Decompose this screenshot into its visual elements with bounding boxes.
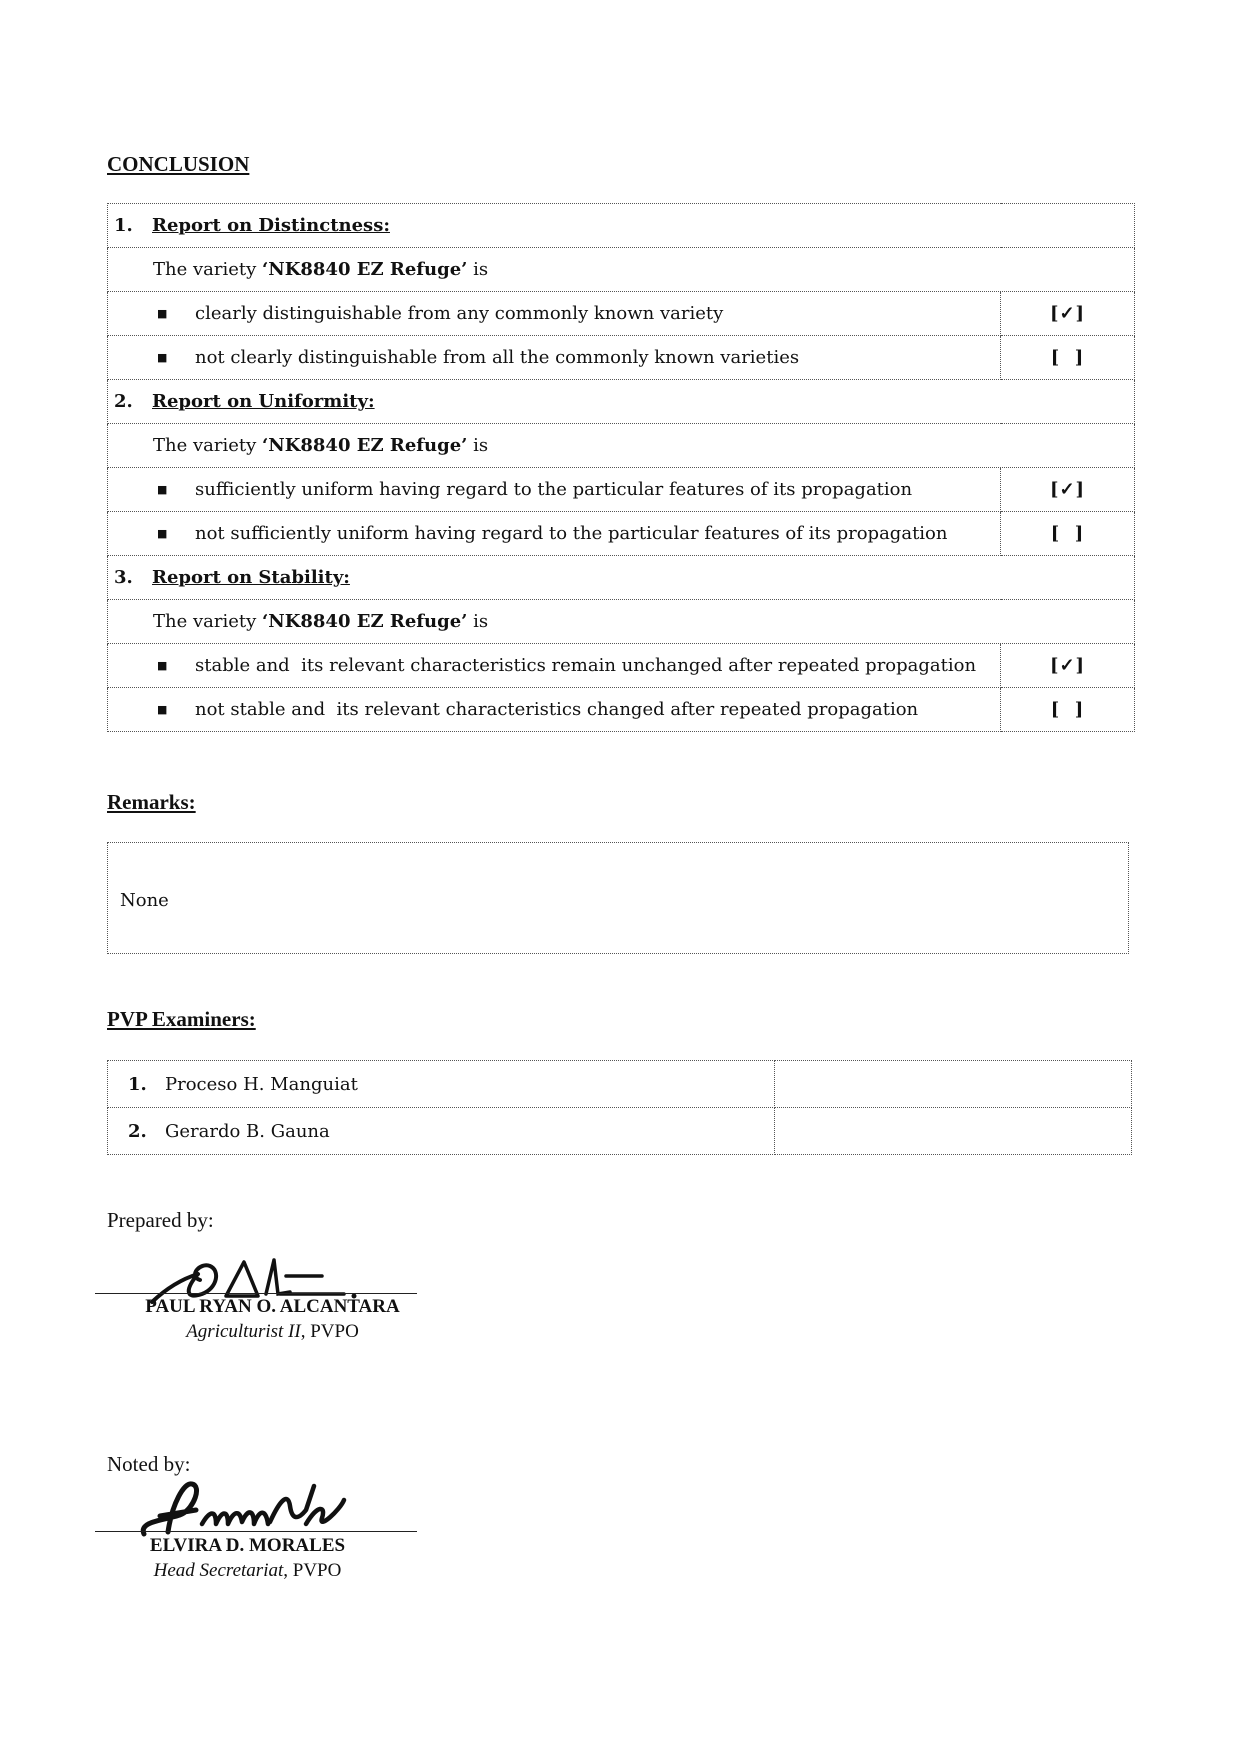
- bullet-icon: ■: [157, 307, 168, 320]
- variety-name: ‘NK8840 EZ Refuge’: [262, 435, 468, 456]
- section-title: Report on Stability:: [152, 567, 350, 588]
- option-row: [108, 512, 1135, 556]
- checkbox-checked[interactable]: [✓]: [1001, 644, 1135, 688]
- noter-position: Head Secretariat: [153, 1560, 284, 1581]
- option-row: [108, 688, 1135, 732]
- examiners-heading: PVP Examiners:: [107, 1007, 256, 1031]
- bullet-icon: ■: [157, 659, 168, 672]
- checkbox-empty[interactable]: [ ]: [1001, 512, 1135, 556]
- bullet-icon: ■: [157, 483, 168, 496]
- examiner-signature-cell: [775, 1061, 1132, 1108]
- section-title: Report on Distinctness:: [152, 215, 390, 236]
- remarks-box: [107, 842, 1129, 954]
- conclusion-heading: CONCLUSION: [107, 152, 250, 176]
- examiner-row: [108, 1061, 1132, 1108]
- option-text: clearly distinguishable from any commonly known variety: [195, 303, 724, 324]
- examiner-name: Proceso H. Manguiat: [165, 1073, 358, 1095]
- section-number: 2.: [114, 391, 133, 412]
- checkbox-checked[interactable]: [✓]: [1001, 292, 1135, 336]
- noted-by-label: Noted by:: [107, 1452, 191, 1476]
- preparer-title: [95, 1321, 450, 1343]
- examiners-table: [107, 1060, 1132, 1155]
- preparer-office: , PVPO: [300, 1321, 359, 1342]
- remarks-text: None: [120, 890, 169, 911]
- option-text: not clearly distinguishable from all the commonly known varieties: [195, 347, 800, 368]
- section-header-distinctness: [108, 204, 1135, 248]
- section-header-uniformity: [108, 380, 1135, 424]
- prepared-by-label: Prepared by:: [107, 1208, 214, 1232]
- checkbox-empty[interactable]: [ ]: [1001, 336, 1135, 380]
- option-row: [108, 644, 1135, 688]
- examiner-row: [108, 1108, 1132, 1155]
- preparer-name: PAUL RYAN O. ALCANTARA: [145, 1296, 400, 1317]
- variety-prefix: The variety: [153, 259, 263, 280]
- noter-office: , PVPO: [283, 1560, 342, 1581]
- variety-suffix: is: [467, 435, 489, 456]
- examiner-number: 1.: [128, 1073, 147, 1095]
- variety-statement: [108, 600, 1135, 644]
- variety-statement: [108, 248, 1135, 292]
- option-row: [108, 468, 1135, 512]
- variety-name: ‘NK8840 EZ Refuge’: [262, 259, 468, 280]
- section-header-stability: [108, 556, 1135, 600]
- noter-name: ELVIRA D. MORALES: [149, 1535, 346, 1556]
- option-text: not stable and its relevant characteristics changed after repeated propagation: [195, 699, 919, 720]
- section-number: 3.: [114, 567, 133, 588]
- variety-suffix: is: [467, 611, 489, 632]
- option-text: not sufficiently uniform having regard to the particular features of its propagation: [195, 523, 948, 544]
- variety-statement: [108, 424, 1135, 468]
- checkbox-empty[interactable]: [ ]: [1001, 688, 1135, 732]
- bullet-icon: ■: [157, 351, 168, 364]
- preparer-position: Agriculturist II: [186, 1321, 301, 1342]
- variety-name: ‘NK8840 EZ Refuge’: [262, 611, 468, 632]
- option-row: [108, 336, 1135, 380]
- variety-prefix: The variety: [153, 435, 263, 456]
- examiner-number: 2.: [128, 1120, 147, 1142]
- section-title: Report on Uniformity:: [152, 391, 375, 412]
- remarks-heading: Remarks:: [107, 790, 196, 814]
- bullet-icon: ■: [157, 527, 168, 540]
- checkbox-checked[interactable]: [✓]: [1001, 468, 1135, 512]
- variety-prefix: The variety: [153, 611, 263, 632]
- variety-suffix: is: [467, 259, 489, 280]
- signature-line: [95, 1293, 417, 1294]
- option-text: sufficiently uniform having regard to the particular features of its propagation: [195, 479, 913, 500]
- option-row: [108, 292, 1135, 336]
- section-number: 1.: [114, 215, 133, 236]
- bullet-icon: ■: [157, 703, 168, 716]
- signature-line: [95, 1531, 417, 1532]
- examiner-name: Gerardo B. Gauna: [165, 1120, 330, 1142]
- option-text: stable and its relevant characteristics remain unchanged after repeated propagation: [195, 655, 977, 676]
- conclusion-table: [107, 203, 1135, 732]
- noter-title: [70, 1560, 425, 1582]
- examiner-signature-cell: [775, 1108, 1132, 1155]
